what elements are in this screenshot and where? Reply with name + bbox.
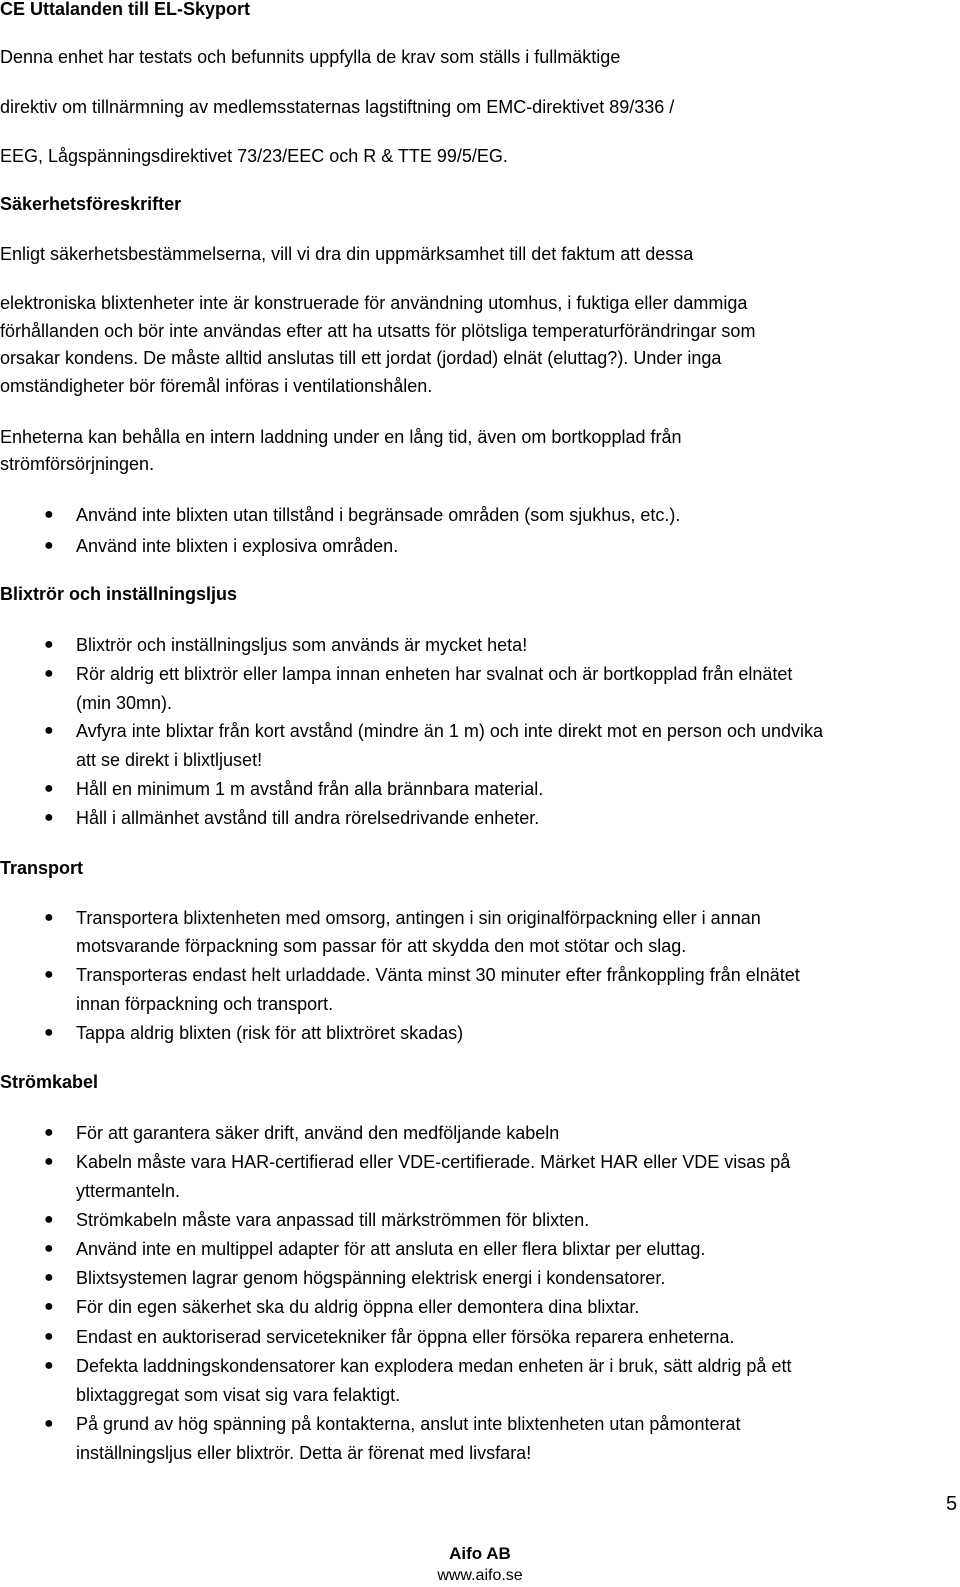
ce-line: Denna enhet har testats och befunnits uppfylla de krav som ställs i fullmäktige — [0, 47, 621, 67]
bullet-dot-icon: ● — [44, 1124, 54, 1141]
list-item: Defekta laddningskondensatorer kan explodera medan enheten är i bruk, sätt aldrig på ett — [76, 1356, 792, 1376]
list-item: Transporteras endast helt urladdade. Vänta minst 30 minuter efter frånkoppling från elnätet — [76, 965, 800, 985]
safety-heading: Säkerhetsföreskrifter — [0, 194, 182, 214]
list-item-continuation: motsvarande förpackning som passar för att skydda den mot stötar och slag. — [76, 936, 687, 956]
list-item-continuation: yttermanteln. — [76, 1181, 181, 1201]
page-number: 5 — [946, 1493, 958, 1515]
list-item: Rör aldrig ett blixtrör eller lampa innan enheten har svalnat och är bortkopplad från elnätet — [76, 664, 793, 684]
list-item: Endast en auktoriserad servicetekniker får öppna eller försöka reparera enheterna. — [76, 1327, 735, 1347]
bullet-dot-icon: ● — [44, 1415, 54, 1432]
list-item: Håll i allmänhet avstånd till andra rörelsedrivande enheter. — [76, 808, 540, 828]
bullet-dot-icon: ● — [44, 809, 54, 826]
bullet-dot-icon: ● — [44, 506, 54, 523]
bullet-dot-icon: ● — [44, 1153, 54, 1170]
safety-paragraph-line: Enligt säkerhetsbestämmelserna, vill vi dra din uppmärksamhet till det faktum att dessa — [0, 244, 694, 264]
bullet-dot-icon: ● — [44, 665, 54, 682]
footer-company: Aifo AB — [449, 1544, 511, 1563]
safety-paragraph-line: omständigheter bör föremål införas i ventilationshålen. — [0, 376, 433, 396]
bullet-dot-icon: ● — [44, 1269, 54, 1286]
list-item: Blixtsystemen lagrar genom högspänning elektrisk energi i kondensatorer. — [76, 1268, 666, 1288]
safety-paragraph-line: Enheterna kan behålla en intern laddning under en lång tid, även om bortkopplad från — [0, 427, 682, 447]
list-item: Kabeln måste vara HAR-certifierad eller VDE-certifierade. Märket HAR eller VDE visas på — [76, 1152, 791, 1172]
document-title: CE Uttalanden till EL-Skyport — [0, 0, 251, 19]
list-item: Strömkabeln måste vara anpassad till märkströmmen för blixten. — [76, 1210, 590, 1230]
list-item-continuation: innan förpackning och transport. — [76, 994, 334, 1014]
list-item: På grund av hög spänning på kontakterna, anslut inte blixtenheten utan påmonterat — [76, 1414, 741, 1434]
list-item: Håll en minimum 1 m avstånd från alla brännbara material. — [76, 779, 544, 799]
bullet-dot-icon: ● — [44, 966, 54, 983]
list-item: Tappa aldrig blixten (risk för att blixtröret skadas) — [76, 1023, 464, 1043]
bullet-dot-icon: ● — [44, 1211, 54, 1228]
list-item: Använd inte en multippel adapter för att ansluta en eller flera blixtar per eluttag. — [76, 1239, 706, 1259]
footer-url: www.aifo.se — [437, 1567, 523, 1584]
safety-paragraph-line: orsakar kondens. De måste alltid anslutas till ett jordat (jordad) elnät (eluttag?). Under inga — [0, 348, 722, 368]
list-item-continuation: att se direkt i blixtljuset! — [76, 750, 263, 770]
list-item: Använd inte blixten utan tillstånd i begränsade områden (som sjukhus, etc.). — [76, 505, 681, 525]
list-item: Transportera blixtenheten med omsorg, antingen i sin originalförpackning eller i annan — [76, 908, 761, 928]
safety-paragraph-line: förhållanden och bör inte användas efter att ha utsatts för plötsliga temperaturförändringar som — [0, 321, 756, 341]
ce-line: direktiv om tillnärmning av medlemsstaternas lagstiftning om EMC-direktivet 89/336 / — [0, 97, 675, 117]
bullet-dot-icon: ● — [44, 537, 54, 554]
list-item: För din egen säkerhet ska du aldrig öppna eller demontera dina blixtar. — [76, 1297, 640, 1317]
bullet-dot-icon: ● — [44, 1024, 54, 1041]
bullet-dot-icon: ● — [44, 780, 54, 797]
bullet-dot-icon: ● — [44, 722, 54, 739]
safety-paragraph-line: strömförsörjningen. — [0, 454, 155, 474]
list-item-continuation: blixtaggregat som visat sig vara felaktigt. — [76, 1385, 401, 1405]
bullet-dot-icon: ● — [44, 1240, 54, 1257]
bullet-dot-icon: ● — [44, 909, 54, 926]
list-item: Använd inte blixten i explosiva områden. — [76, 536, 399, 556]
ce-line: EEG, Lågspänningsdirektivet 73/23/EEC och R & TTE 99/5/EG. — [0, 146, 508, 166]
list-item-continuation: inställningsljus eller blixtrör. Detta är förenat med livsfara! — [76, 1443, 532, 1463]
transport-heading: Transport — [0, 858, 84, 878]
bullet-dot-icon: ● — [44, 1298, 54, 1315]
cable-heading: Strömkabel — [0, 1072, 99, 1092]
bullet-dot-icon: ● — [44, 636, 54, 653]
safety-paragraph-line: elektroniska blixtenheter inte är konstruerade för användning utomhus, i fuktiga eller dammiga — [0, 293, 748, 313]
list-item: Avfyra inte blixtar från kort avstånd (mindre än 1 m) och inte direkt mot en person och undvika — [76, 721, 824, 741]
bullet-dot-icon: ● — [44, 1357, 54, 1374]
tubes-heading: Blixtrör och inställningsljus — [0, 584, 238, 604]
list-item-continuation: (min 30mn). — [76, 693, 173, 713]
bullet-dot-icon: ● — [44, 1328, 54, 1345]
list-item: För att garantera säker drift, använd den medföljande kabeln — [76, 1123, 560, 1143]
list-item: Blixtrör och inställningsljus som används är mycket heta! — [76, 635, 528, 655]
